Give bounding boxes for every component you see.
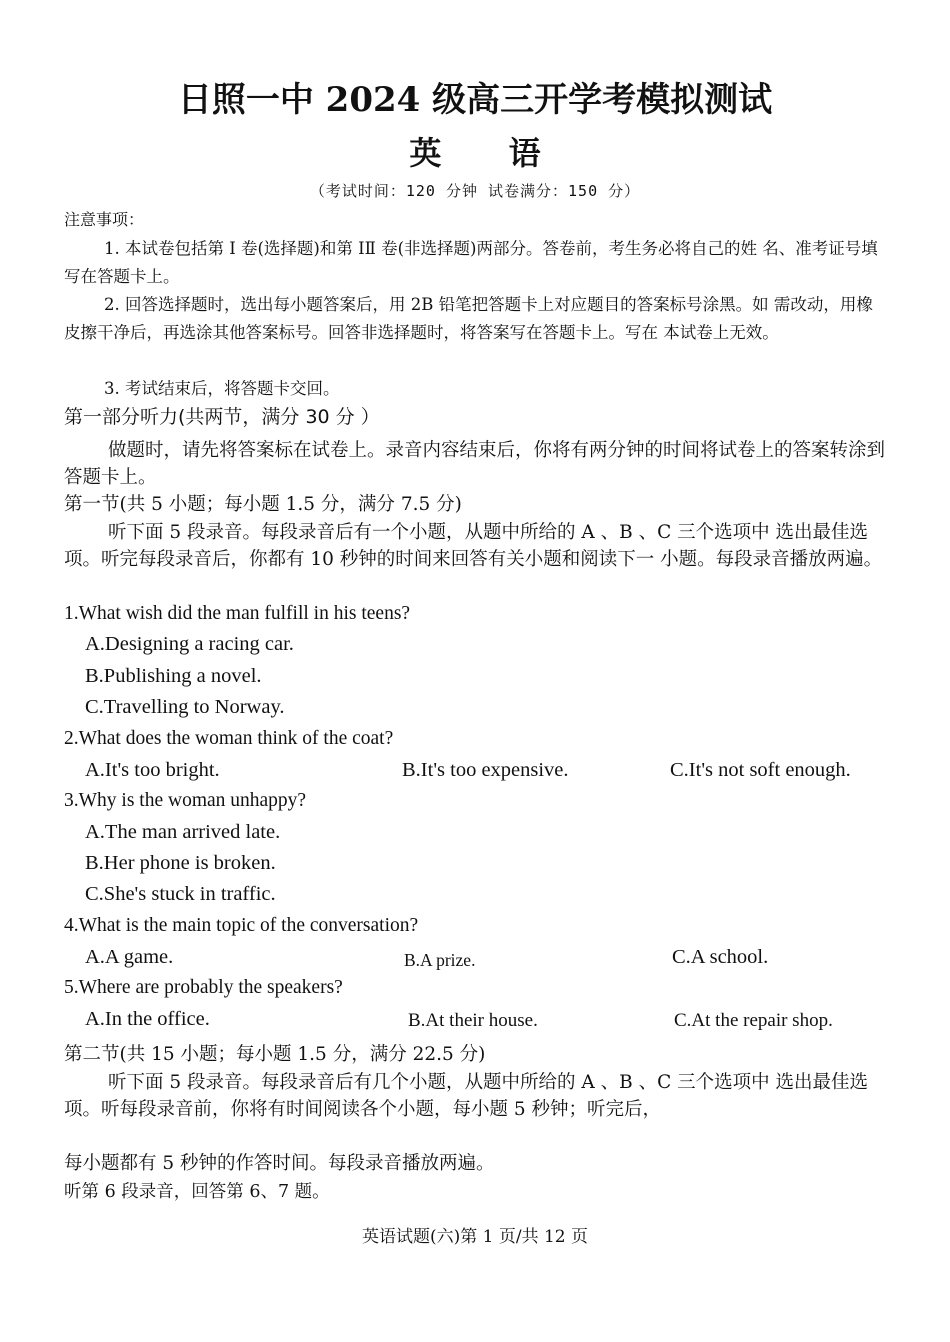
question-4-option-b: B.A prize. (404, 950, 476, 970)
question-3-option-b: B.Her phone is broken. (85, 852, 276, 874)
question-2-option-b: B.It's too expensive. (402, 759, 569, 781)
section1-heading: 第一节(共 5 小题；每小题 1.5 分，满分 7.5 分) (64, 494, 462, 515)
section2-heading: 第二节(共 15 小题；每小题 1.5 分，满分 22.5 分) (64, 1044, 486, 1065)
question-1-stem: 1.What wish did the man fulfill in his teens? (64, 603, 411, 624)
section1-instruction: 听下面 5 段录音。每段录音后有一个小题，从题中所给的 A 、B 、C 三个选项中 选出最佳选项。听完每段录音后，你都有 10 秒钟的时间来回答有关小题和阅读下一 小题。每段录音播放两遍。 (64, 522, 883, 570)
section2-instruction-3: 听第 6 段录音，回答第 6、7 题。 (64, 1182, 330, 1202)
notice-item-2: 2. 回答选择题时，选出每小题答案后，用 2B 铅笔把答题卡上对应题目的答案标号涂黑。如 需改动，用橡皮擦干净后，再选涂其他答案标号。回答非选择题时，将答案写在答题卡上。写在 本试卷上无效。 (64, 295, 873, 342)
question-4-option-c: C.A school. (672, 946, 769, 968)
notice-heading: 注意事项： (64, 210, 145, 229)
question-3-option-c: C.She's stuck in traffic. (85, 883, 276, 905)
question-1-option-a: A.Designing a racing car. (85, 633, 294, 655)
question-5-stem: 5.Where are probably the speakers? (64, 977, 343, 998)
question-2-stem: 2.What does the woman think of the coat? (64, 728, 394, 749)
part1-instruction: 做题时，请先将答案标在试卷上。录音内容结束后，你将有两分钟的时间将试卷上的答案转涂到答题卡上。 (64, 440, 886, 488)
question-3-option-a: A.The man arrived late. (85, 821, 281, 843)
question-5-option-b: B.At their house. (408, 1010, 538, 1031)
question-1-option-c: C.Travelling to Norway. (85, 696, 285, 718)
question-5-option-c: C.At the repair shop. (674, 1010, 833, 1031)
exam-title: 日照一中 2024 级高三开学考模拟测试 (177, 80, 773, 120)
question-4-option-a: A.A game. (85, 946, 174, 968)
question-1-option-b: B.Publishing a novel. (85, 665, 262, 687)
page-footer: 英语试题(六)第 1 页/共 12 页 (361, 1227, 589, 1247)
question-2-option-c: C.It's not soft enough. (670, 759, 851, 781)
section2-instruction-2: 每小题都有 5 秒钟的作答时间。每段录音播放两遍。 (64, 1153, 495, 1174)
subject-title: 英 语 (409, 134, 569, 172)
notice-item-1: 1. 本试卷包括第 I 卷(选择题)和第 IⅡ 卷(非选择题)两部分。答卷前，考生务必将自己的姓 名、准考证号填写在答题卡上。 (64, 239, 878, 286)
question-5-option-a: A.In the office. (85, 1008, 210, 1030)
question-3-stem: 3.Why is the woman unhappy? (64, 790, 307, 811)
part1-heading: 第一部分听力(共两节，满分 30 分 ） (64, 406, 380, 428)
question-4-stem: 4.What is the main topic of the conversation? (64, 915, 419, 936)
exam-time-info: （考试时间：120 分钟 试卷满分：150 分） (309, 182, 641, 200)
section2-instruction-1: 听下面 5 段录音。每段录音后有几个小题，从题中所给的 A 、B 、C 三个选项中 选出最佳选项。听每段录音前，你将有时间阅读各个小题，每小题 5 秒钟；听完后， (64, 1072, 869, 1120)
notice-item-3: 3. 考试结束后，将答题卡交回。 (104, 379, 340, 398)
question-2-option-a: A.It's too bright. (85, 759, 220, 781)
